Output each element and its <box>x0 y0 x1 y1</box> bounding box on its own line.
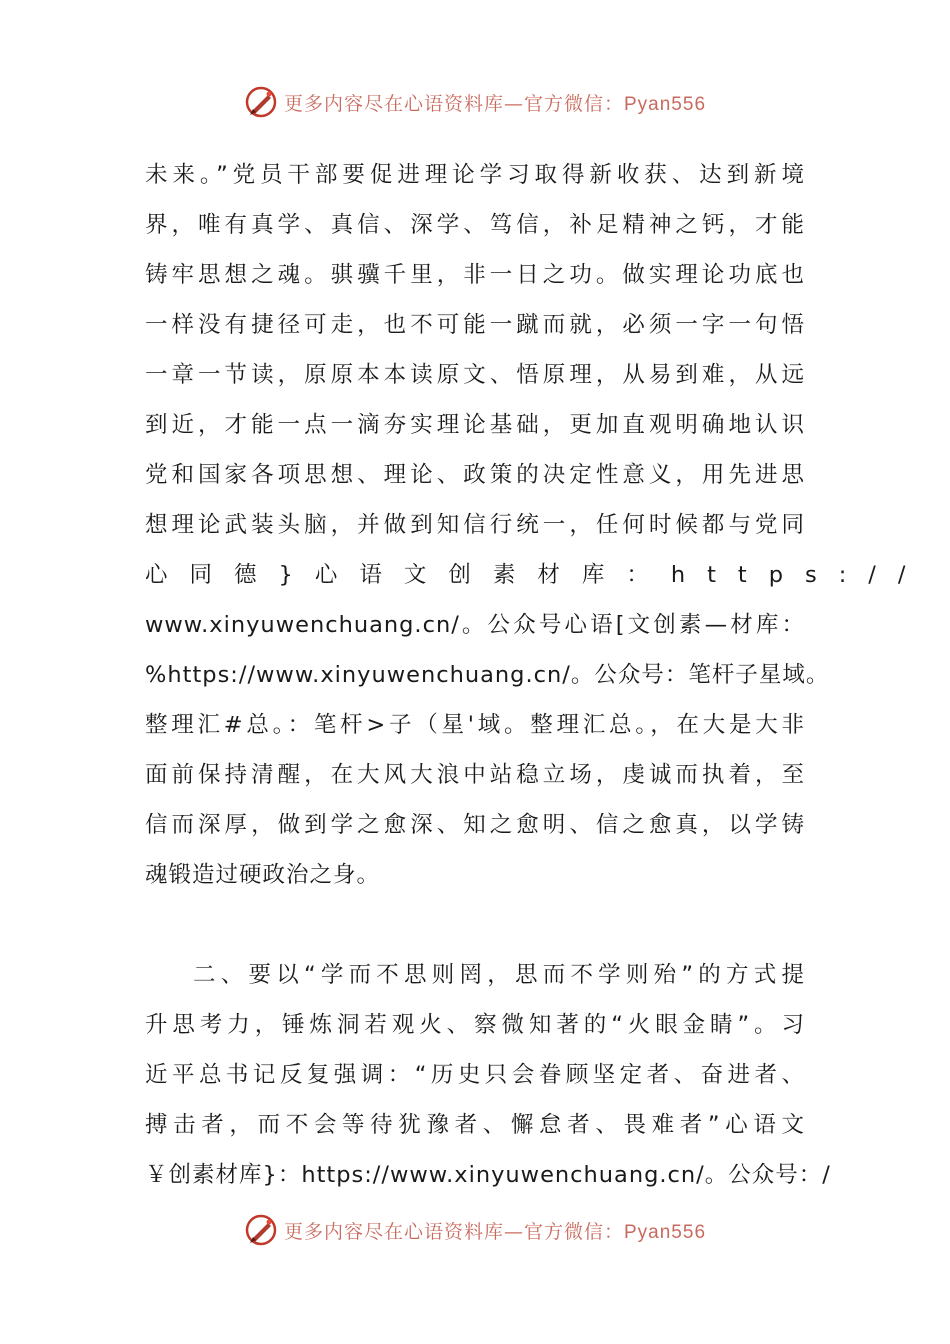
text-line: 信而深厚，做到学之愈深、知之愈明、信之愈真，以学铸 <box>145 812 805 838</box>
text-line: %https://www.xinyuwenchuang.cn/。公众号：笔杆子星域。 <box>145 662 830 688</box>
banner-title: 更多内容尽在心语资料库 <box>283 92 504 115</box>
paragraph-1 <box>145 150 928 900</box>
text-line: 铸牢思想之魂。骐骥千里，非一日之功。做实理论功底也 <box>145 262 805 288</box>
text-line: www.xinyuwenchuang.cn/。公众号心语[文创素—材库： <box>145 612 805 638</box>
paragraph-gap <box>145 900 805 950</box>
text-line: 心同德}心语文创素材库：https:// <box>145 562 928 588</box>
text-line: 一样没有捷径可走，也不可能一蹴而就，必须一字一句悟 <box>145 312 805 338</box>
text-line: ￥创素材库}：https://www.xinyuwenchuang.cn/。公众号：/ <box>145 1162 831 1188</box>
banner-handle: Pyan556 <box>624 93 707 115</box>
pen-logo-icon <box>244 1213 278 1247</box>
header-watermark <box>0 82 950 122</box>
text-line: 到近，才能一点一滴夯实理论基础，更加直观明确地认识 <box>145 412 805 438</box>
paragraph-2 <box>145 950 831 1200</box>
text-line: 整理汇#总。：笔杆>子（星'域。整理汇总。，在大是大非 <box>145 712 805 738</box>
text-line: 界，唯有真学、真信、深学、笃信，补足精神之钙，才能 <box>145 212 805 238</box>
text-line: 想理论武装头脑，并做到知信行统一，任何时候都与党同 <box>145 512 805 538</box>
text-line: 近平总书记反复强调：“历史只会眷顾坚定者、奋进者、 <box>145 1062 805 1088</box>
banner-title: 更多内容尽在心语资料库 <box>283 1220 504 1243</box>
text-line: 二、要以“学而不思则罔，思而不学则殆”的方式提 <box>193 962 805 988</box>
text-line: 升思考力，锤炼洞若观火、察微知著的“火眼金睛”。习 <box>145 1012 805 1038</box>
text-line: 面前保持清醒，在大风大浪中站稳立场，虔诚而执着，至 <box>145 762 805 788</box>
footer-watermark <box>0 1210 950 1250</box>
banner-separator: — <box>503 92 524 115</box>
pen-logo-icon <box>244 85 278 119</box>
banner-label: 官方微信： <box>523 1220 624 1243</box>
text-line: 一章一节读，原原本本读原文、悟原理，从易到难，从远 <box>145 362 805 388</box>
banner-separator: — <box>503 1220 524 1243</box>
banner-handle: Pyan556 <box>624 1221 707 1243</box>
text-line: 魂锻造过硬政治之身。 <box>145 862 381 888</box>
text-line: 党和国家各项思想、理论、政策的决定性意义，用先进思 <box>145 462 805 488</box>
text-line: 搏击者，而不会等待犹豫者、懈怠者、畏难者”心语文 <box>145 1112 805 1138</box>
text-line: 未来。”党员干部要促进理论学习取得新收获、达到新境 <box>145 162 805 188</box>
document-body <box>145 150 928 1200</box>
banner-label: 官方微信： <box>523 92 624 115</box>
